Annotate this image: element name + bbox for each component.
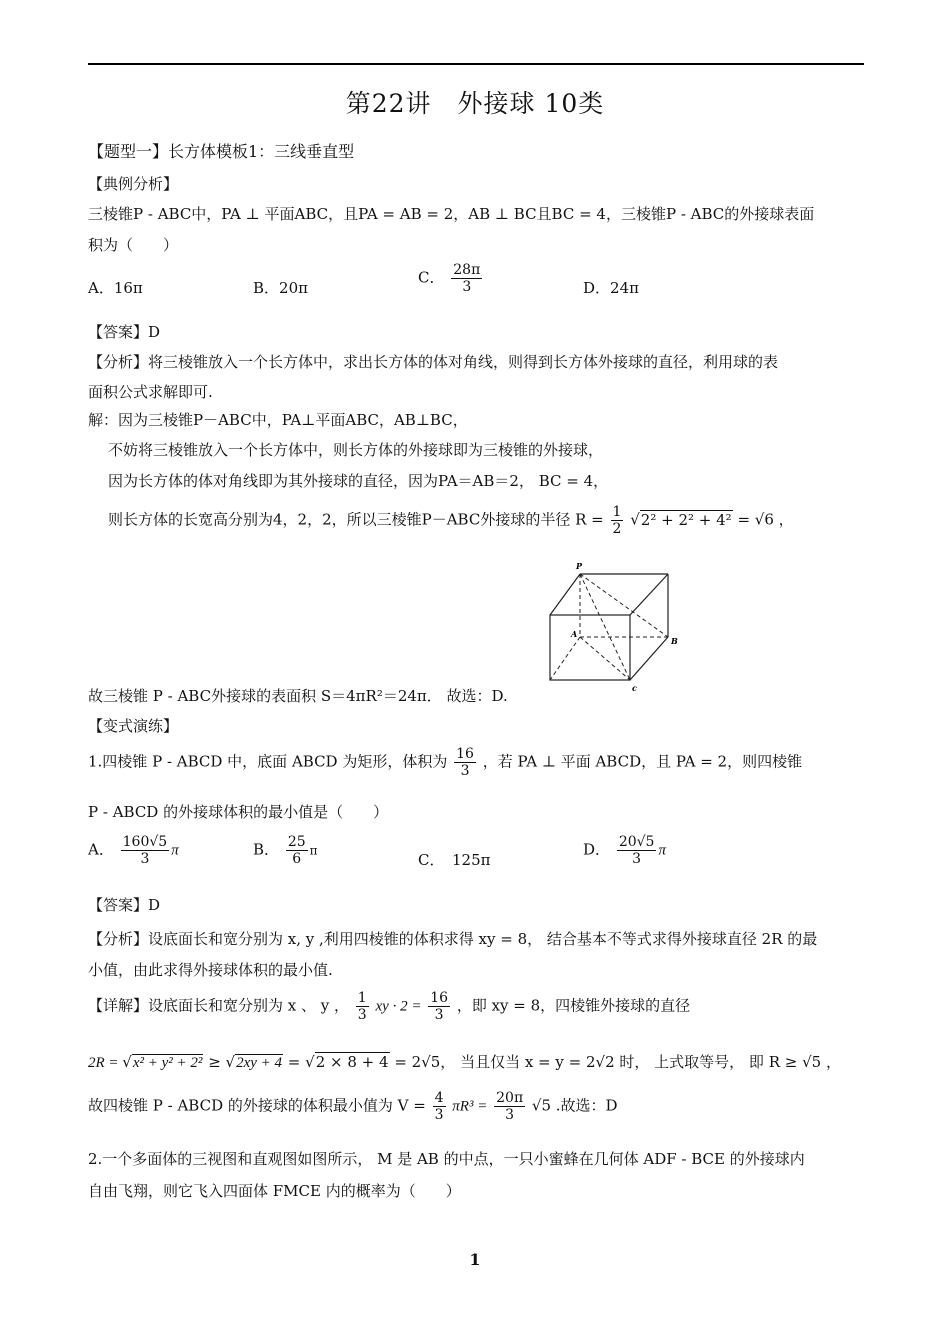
example-question-line2: 积为（ ）: [88, 236, 179, 254]
solution-line4: [108, 504, 794, 537]
result-fraction: [494, 1090, 525, 1123]
equation-op: =: [283, 1053, 306, 1071]
diagonal-pc: [580, 574, 630, 680]
option-fraction: [617, 834, 657, 867]
conclusion-expression: πR³ =: [452, 1098, 488, 1115]
example-option-c: [418, 262, 484, 295]
fraction-denominator: 3: [462, 279, 472, 296]
example-option-b: B．20π: [253, 279, 308, 297]
fraction-numerator: 20π: [496, 1090, 524, 1106]
example-heading: 【典例分析】: [88, 175, 179, 193]
fraction-denominator: 2: [612, 521, 622, 538]
example-analysis-line1: 【分析】将三棱锥放入一个长方体中，求出长方体的体对角线，则得到长方体外接球的直径，利用球的表: [88, 353, 779, 371]
vertex-label-c: c: [632, 683, 637, 693]
v1-conclusion-line: [88, 1090, 618, 1123]
pi-symbol: π: [658, 842, 666, 859]
fraction-denominator: 3: [460, 763, 470, 780]
sqrt-symbol: √: [122, 1053, 132, 1071]
equation-lhs: 2R =: [88, 1055, 123, 1071]
fraction-numerator: 28π: [453, 262, 481, 278]
page-title: 第22讲 外接球 10类: [345, 89, 605, 118]
cuboid-figure: [540, 560, 690, 695]
v1-text: 1.四棱锥 P - ABCD 中，底面 ABCD 为矩形，体积为: [88, 752, 448, 771]
v1-answer: 【答案】D: [88, 896, 161, 914]
page-number: 1: [469, 1250, 481, 1269]
solution-line3: 因为长方体的体对角线即为其外接球的直径，因为PA＝AB＝2， BC = 4，: [108, 472, 609, 490]
option-c-label: C．: [418, 268, 445, 287]
v1-option-d: [583, 834, 666, 867]
section-heading: 【题型一】长方体模板1：三线垂直型: [88, 142, 355, 161]
example-option-a: A．16π: [88, 279, 143, 297]
v1-option-c: C． 125π: [418, 851, 491, 869]
fraction-denominator: 3: [434, 1007, 444, 1024]
third-fraction: [356, 990, 369, 1023]
vertex-label-a: A: [571, 629, 578, 639]
fraction-denominator: 6: [292, 851, 302, 868]
fraction-denominator: 3: [357, 1007, 367, 1024]
solution-line1: 解：因为三棱锥P－ABC中，PA⊥平面ABC，AB⊥BC，: [88, 411, 468, 429]
vertex-label-b: B: [671, 636, 678, 646]
option-fraction: [286, 834, 308, 867]
fraction-denominator: 3: [140, 851, 150, 868]
pi-symbol: π: [309, 843, 318, 858]
fraction-numerator: 160√5: [122, 834, 168, 850]
edge: [630, 637, 668, 680]
four-thirds-fraction: [433, 1090, 446, 1123]
v1-option-b: [253, 834, 318, 867]
hidden-edge: [550, 637, 580, 680]
volume-fraction: [454, 746, 476, 779]
solution-text-tail: = √6 ，: [737, 510, 794, 529]
conclusion-text: 故四棱锥 P - ABCD 的外接球的体积最小值为 V =: [88, 1096, 426, 1115]
pi-symbol: π: [171, 842, 179, 859]
v1-equation-line: [88, 1051, 841, 1072]
v2-question-line1: 2.一个多面体的三视图和直观图如图所示， M 是 AB 的中点，一只小蜜蜂在几何体 ADF - BCE 的外接球内: [88, 1150, 805, 1168]
option-fraction: [121, 834, 170, 867]
v1-analysis-line1: 【分析】设底面长和宽分别为 x, y ,利用四棱锥的体积求得 xy = 8， 结合基本不等式求得外接球直径 2R 的最: [88, 930, 818, 948]
detail-text: 【详解】设底面长和宽分别为 x 、 y ，: [88, 996, 350, 1015]
variant-heading: 【变式演练】: [88, 717, 179, 735]
detail-text-tail: ，即 xy = 8，四棱锥外接球的直径: [456, 996, 691, 1015]
edge: [550, 574, 580, 615]
v1-question-line2: P - ABCD 的外接球体积的最小值是（ ）: [88, 803, 389, 821]
fraction-numerator: 16: [456, 746, 474, 762]
sqrt-symbol: √: [225, 1053, 236, 1071]
fraction-denominator: 3: [632, 851, 642, 868]
example-question-line1: 三棱锥P - ABC中，PA ⊥ 平面ABC，且PA = AB = 2，AB ⊥ BC且BC = 4，三棱锥P - ABC的外接球表面: [88, 205, 815, 223]
radicand: x² + y² + 2²: [132, 1055, 203, 1071]
example-analysis-line2: 面积公式求解即可.: [88, 383, 213, 401]
radicand: 2 × 8 + 4: [315, 1053, 389, 1071]
fraction-numerator: 4: [434, 1090, 444, 1106]
diagonal-pb: [580, 574, 668, 637]
fraction-numerator: 1: [357, 990, 367, 1006]
option-label: A．: [88, 840, 114, 859]
v1-analysis-line2: 小值，由此求得外接球体积的最小值.: [88, 961, 333, 979]
fraction-numerator: 16: [430, 990, 449, 1006]
solution-line2: 不妨将三棱锥放入一个长方体中，则长方体的外接球即为三棱锥的外接球，: [108, 441, 604, 459]
v1-text-tail: ，若 PA ⊥ 平面 ABCD，且 PA = 2，则四棱锥: [482, 752, 803, 771]
v1-option-a: [88, 834, 179, 867]
v1-detail-line1: [88, 990, 690, 1023]
v1-question-line1: [88, 746, 802, 779]
example-option-d: D．24π: [583, 279, 639, 297]
fraction-numerator: 20√5: [618, 834, 655, 850]
example-answer: 【答案】D: [88, 323, 161, 341]
option-c-fraction: [451, 262, 482, 295]
detail-expression: xy · 2 =: [375, 998, 422, 1015]
v2-question-line2: 自由飞翔，则它飞入四面体 FMCE 内的概率为（ ）: [88, 1182, 461, 1200]
fraction-denominator: 3: [505, 1107, 515, 1124]
diagonal-ac: [580, 637, 630, 680]
equation-tail: = 2√5， 当且仅当 x = y = 2√2 时， 上式取等号， 即 R ≥ √5 ，: [389, 1053, 841, 1071]
solution-text: 则长方体的长宽高分别为4，2，2，所以三棱锥P－ABC外接球的半径 R =: [108, 510, 604, 529]
fraction-denominator: 3: [434, 1107, 444, 1124]
fraction-numerator: 25: [287, 834, 306, 850]
equation-op: ≥: [203, 1053, 226, 1071]
radicand: 2xy + 4: [236, 1055, 283, 1071]
radicand: 2² + 2² + 4²: [640, 510, 732, 529]
volume-fraction: [428, 990, 450, 1023]
sqrt-symbol: √: [630, 510, 640, 529]
half-fraction: [611, 504, 624, 537]
conclusion-tail: √5 .故选：D: [531, 1096, 618, 1115]
option-label: D．: [583, 840, 611, 859]
edge: [630, 574, 668, 615]
fraction-numerator: 1: [612, 504, 622, 520]
option-label: B．: [253, 840, 280, 859]
sqrt-symbol: √: [305, 1053, 315, 1071]
vertex-label-p: P: [576, 561, 583, 571]
solution-conclusion: 故三棱锥 P - ABC外接球的表面积 S＝4πR²＝24π． 故选：D.: [88, 687, 508, 705]
header-rule: [88, 63, 864, 65]
